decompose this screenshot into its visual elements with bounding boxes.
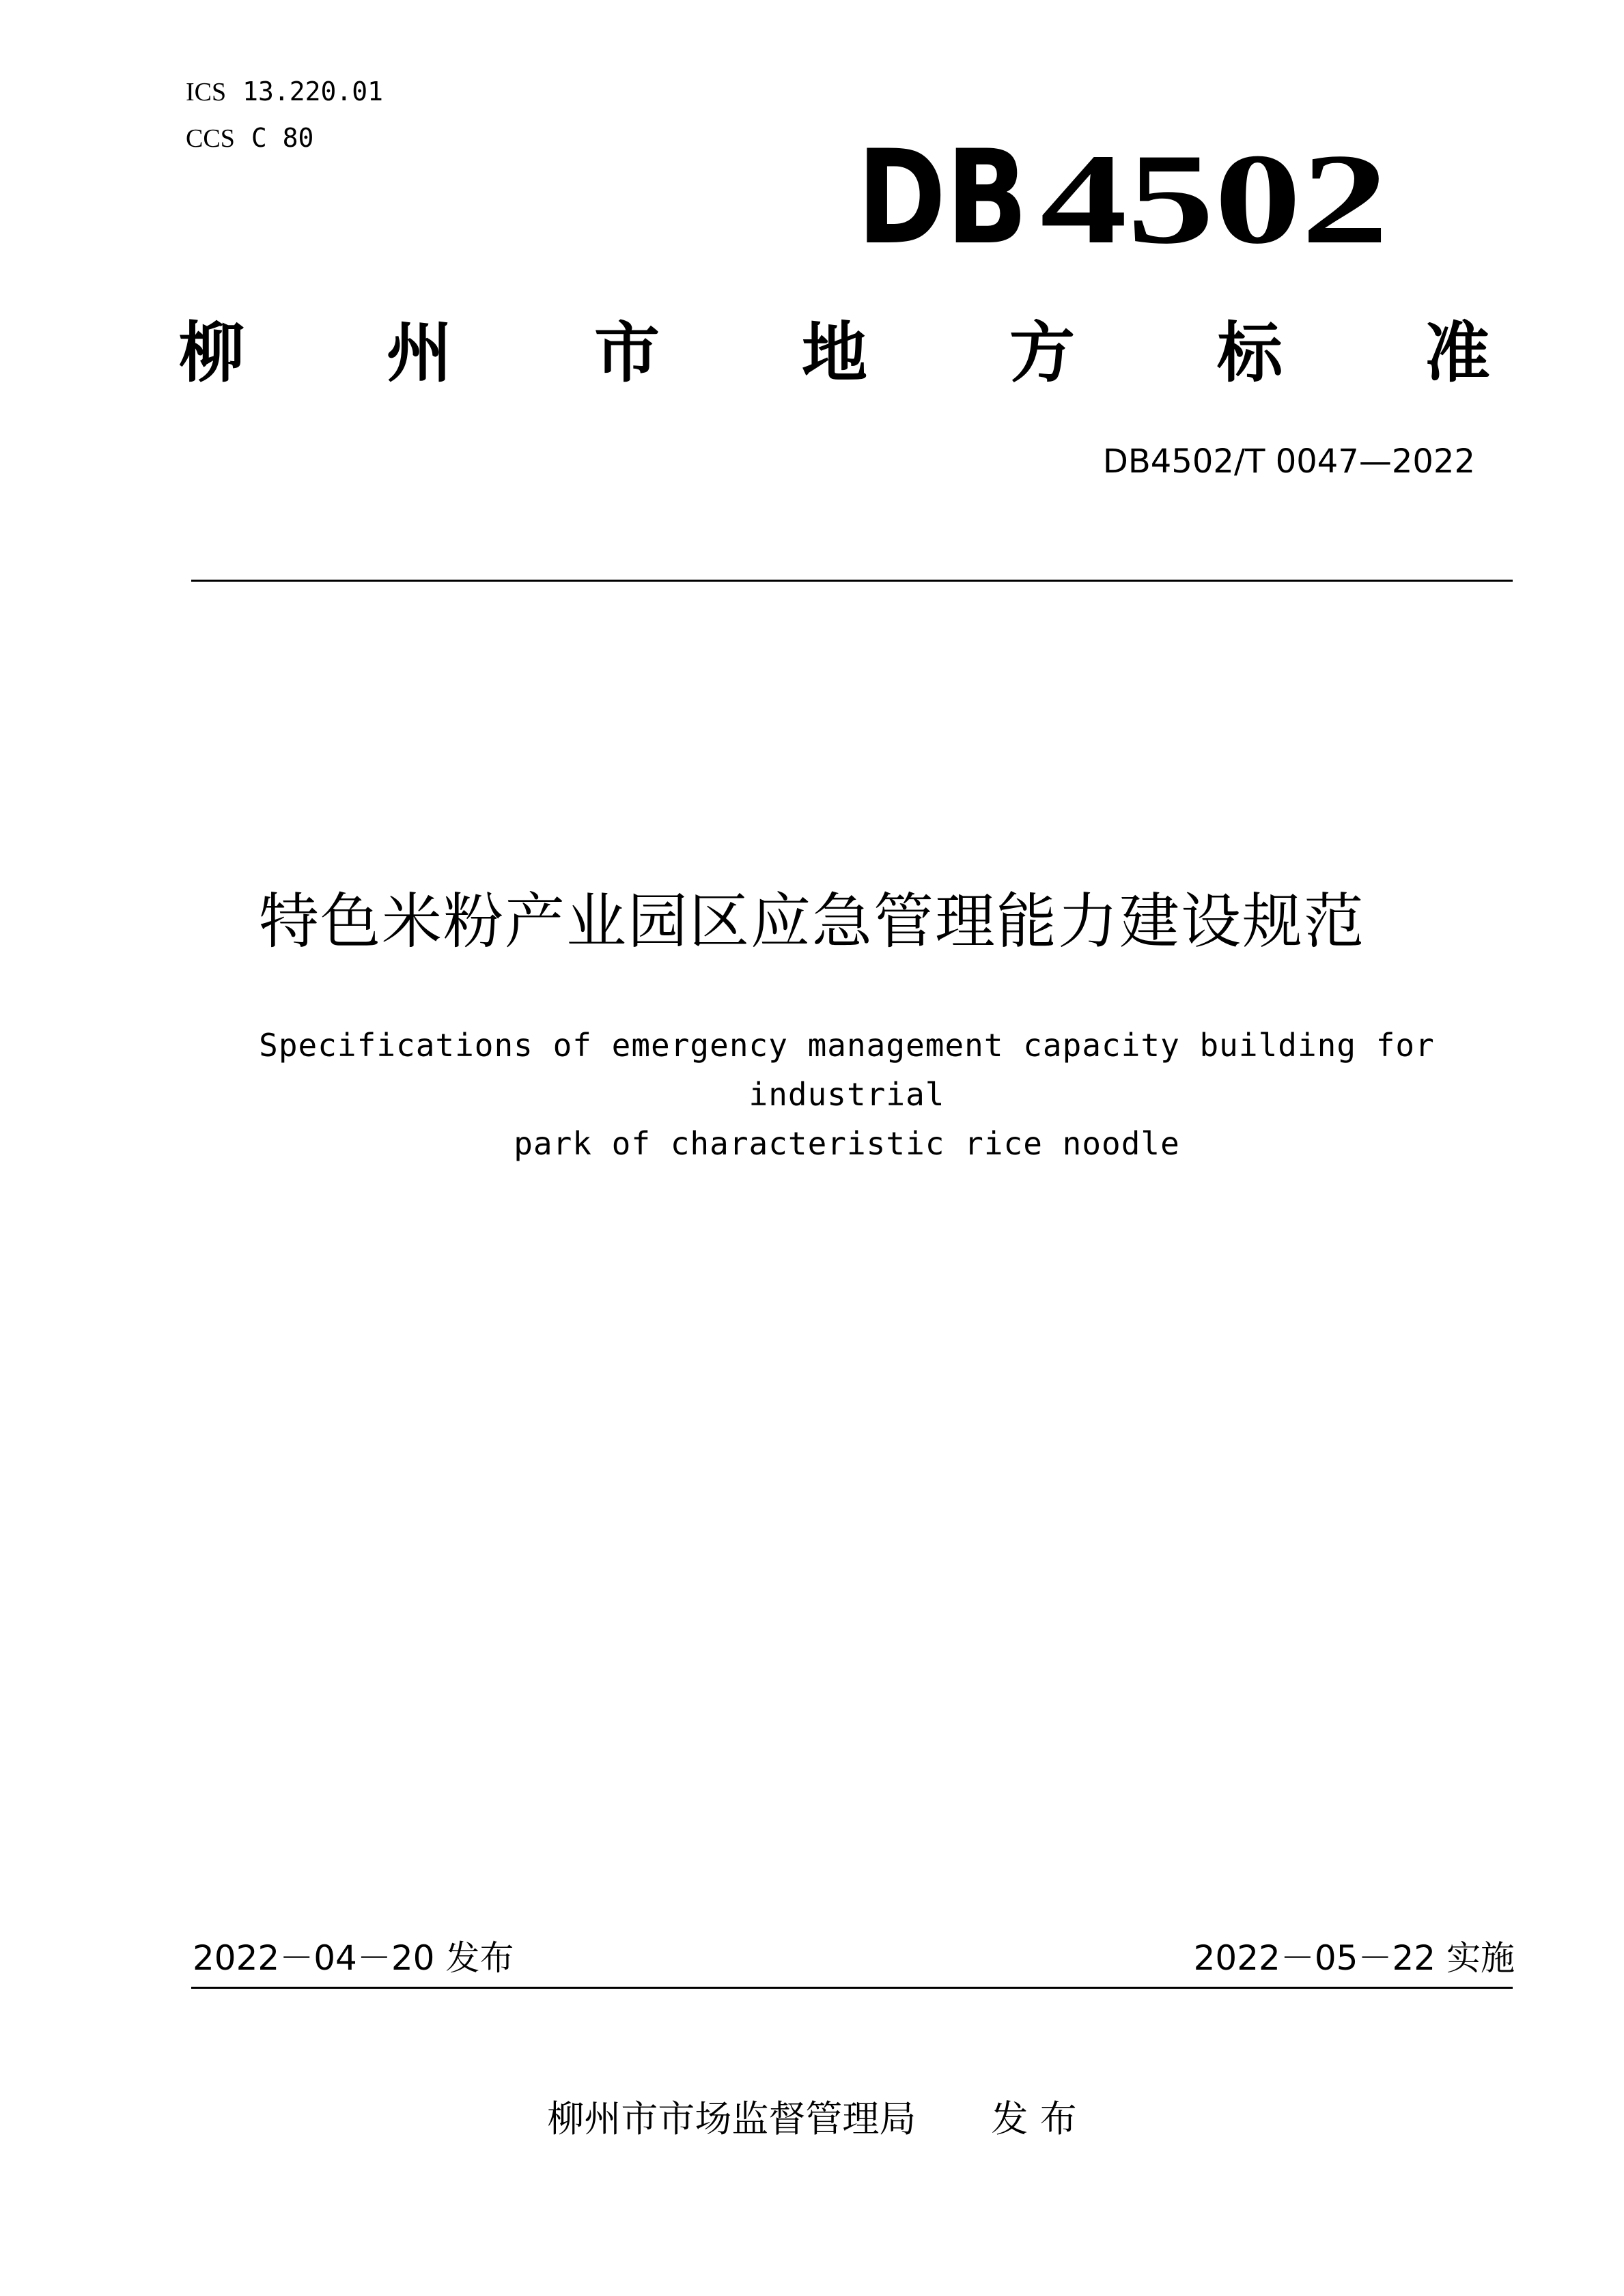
authority-char: 州 (387, 315, 452, 391)
ics-label: ICS (186, 78, 227, 107)
implementation-date: 2022－05－22 实施 (1193, 1938, 1515, 1978)
ccs-code: C 80 (251, 123, 314, 153)
standard-number: DB4502/T 0047—2022 (1102, 442, 1475, 481)
ics-line (186, 76, 383, 107)
issuer-organization: 柳州市市场监督管理局 (547, 2097, 916, 2140)
header-divider (191, 580, 1513, 582)
authority-char: 方 (1009, 315, 1075, 391)
issuer-action: 发 布 (991, 2097, 1077, 2140)
authority-char: 市 (594, 315, 660, 391)
ccs-label: CCS (186, 124, 235, 153)
title-english-line: Specifications of emergency management capacity building for industrial (259, 1027, 1435, 1113)
title-chinese: 特色米粉产业园区应急管理能力建设规范 (258, 886, 1365, 956)
footer-divider (191, 1987, 1513, 1989)
ics-code: 13.220.01 (242, 76, 384, 107)
ccs-line (186, 123, 313, 154)
publication-date: 2022－04－20 发布 (193, 1938, 514, 1978)
standard-authority-name (179, 315, 1490, 391)
db-standard-logo (857, 147, 1390, 249)
authority-char: 柳 (179, 315, 244, 391)
title-english (178, 1021, 1516, 1168)
issuer-line (0, 2097, 1624, 2141)
title-english-line: park of characteristic rice noodle (514, 1125, 1180, 1162)
authority-char: 准 (1425, 315, 1490, 391)
authority-char: 标 (1217, 315, 1283, 391)
authority-char: 地 (802, 315, 867, 391)
logo-region-code: 4502 (1040, 147, 1388, 249)
logo-prefix: DB (857, 147, 1028, 249)
